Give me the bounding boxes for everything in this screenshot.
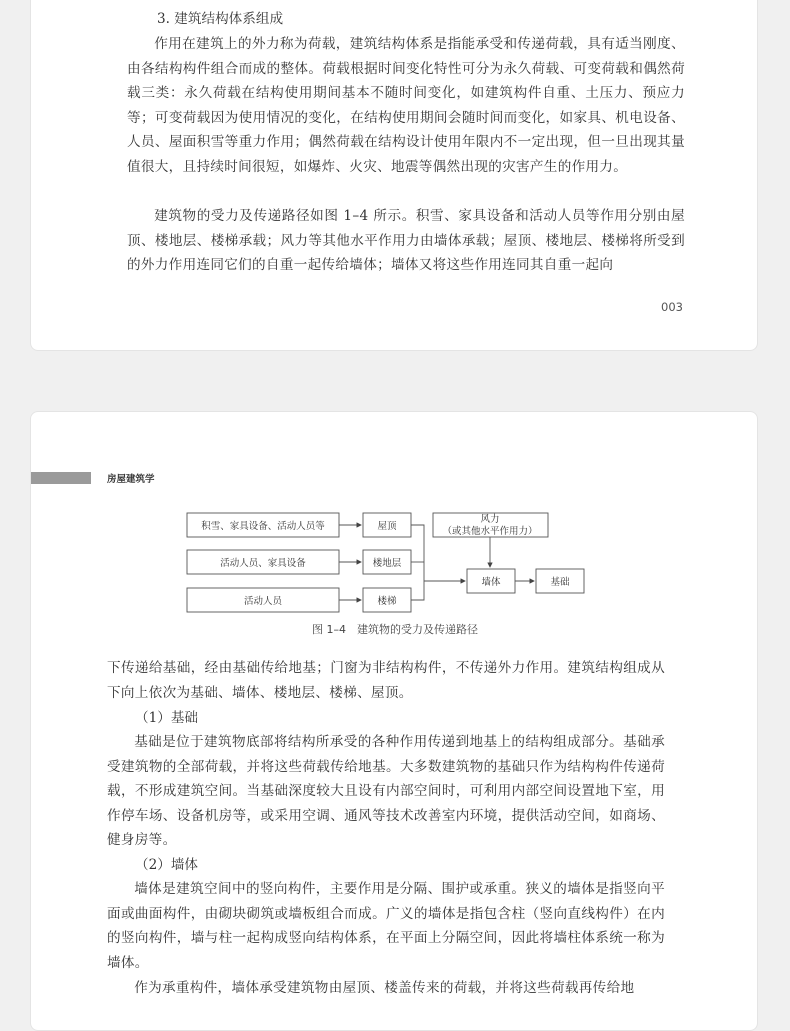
section-heading: 3. 建筑结构体系组成 [157,11,284,27]
label-src3: 活动人员 [243,596,283,607]
subsection-heading: （1）基础 [135,710,199,726]
header-bar [31,472,91,484]
document-page-1 [30,0,758,351]
label-wind-line2: （或其他水平作用力） [442,526,538,537]
body-paragraph: 基础是位于建筑物底部将结构所承受的各种作用传递到地基上的结构组成部分。基础承受建筑物的全部荷载，并将这些荷载传给地基。大多数建筑物的基础只作为结构构件传递荷载，不形成建筑空间。当基础深度较大且设有内部空间时，可利用内部空间设置地下室，用作停车场、设备机房等，或采用空调、通风等技术改善室内环境，提供活动空间，如商场、健身房等。 [107,734,665,849]
label-floor: 楼地层 [372,558,402,569]
body-paragraph: 作用在建筑上的外力称为荷载，建筑结构体系是指能承受和传递荷载，具有适当刚度、由各结构构件组合而成的整体。荷载根据时间变化特性可分为永久荷载、可变荷载和偶然荷载三类：永久荷载在结构使用期间基本不随时间变化，如建筑构件自重、土压力、预应力等；可变荷载因为使用情况的变化，在结构使用期间会随时间而变化，如家具、机电设备、人员、屋面积雪等重力作用；偶然荷载在结构设计使用年限内不一定出现，但一旦出现其量值很大，且持续时间很短，如爆炸、火灾、地震等偶然出现的灾害产生的作用力。 [127,36,685,175]
running-header-title: 房屋建筑学 [107,474,155,485]
label-roof: 屋顶 [377,521,397,532]
body-paragraph: 墙体是建筑空间中的竖向构件，主要作用是分隔、围护或承重。狭义的墙体是指竖向平面或曲面构件，由砌块砌筑或墙板组合而成。广义的墙体是指包含柱（竖向直线构件）在内的竖向构件，墙与柱一起构成竖向结构体系，在平面上分隔空间，因此将墙柱体系统一称为墙体。 [107,881,665,971]
label-wall: 墙体 [481,577,501,588]
figure-caption: 图 1–4 建筑物的受力及传递路径 [312,623,478,636]
collector-line [411,525,424,600]
label-stairs: 楼梯 [377,596,397,607]
label-src2: 活动人员、家具设备 [220,558,306,569]
page-number: 003 [661,300,683,314]
force-path-diagram [181,508,591,618]
label-src1: 积雪、家具设备、活动人员等 [201,521,325,532]
document-page-2 [30,411,758,1031]
subsection-heading: （2）墙体 [135,857,199,873]
label-wind-line1: 风力 [480,514,500,525]
body-paragraph: 下传递给基础，经由基础传给地基；门窗为非结构构件，不传递外力作用。建筑结构组成从下向上依次为基础、墙体、楼地层、楼梯、屋顶。 [107,660,665,701]
body-paragraph: 作为承重构件，墙体承受建筑物由屋顶、楼盖传来的荷载，并将这些荷载再传给地 [134,980,635,996]
label-foundation: 基础 [550,577,570,588]
body-paragraph: 建筑物的受力及传递路径如图 1–4 所示。积雪、家具设备和活动人员等作用分别由屋顶、楼地层、楼梯承载；风力等其他水平作用力由墙体承载；屋顶、楼地层、楼梯将所受到的外力作用连同它们的自重一起传给墙体；墙体又将这些作用连同其自重一起向 [127,208,685,274]
